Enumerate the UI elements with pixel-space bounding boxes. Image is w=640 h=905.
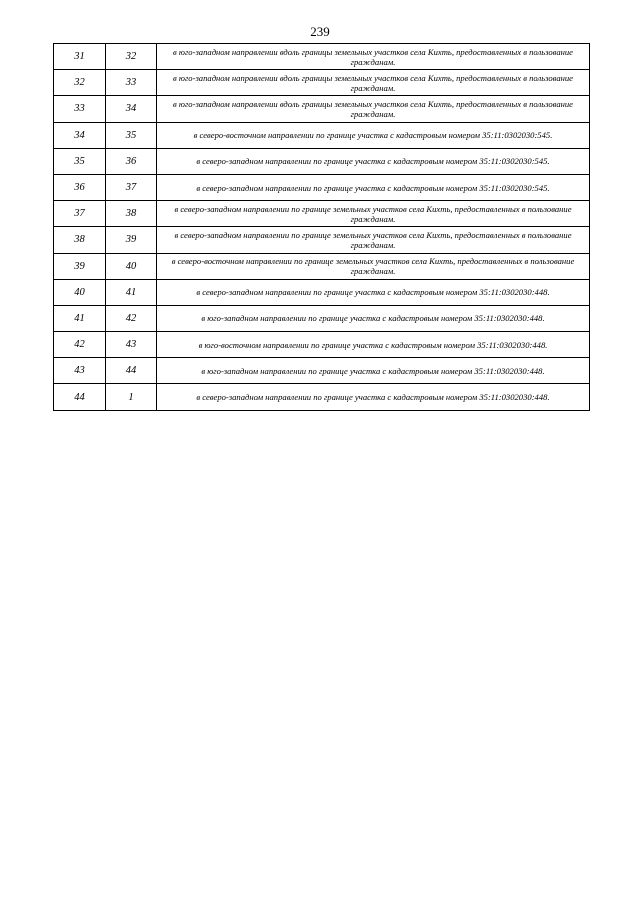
table-row bbox=[54, 201, 590, 227]
to-point-cell: 39 bbox=[106, 227, 157, 253]
to-point-cell: 38 bbox=[106, 201, 157, 227]
description-cell: в юго-западном направлении по границе участка с кадастровым номером 35:11:0302030:448. bbox=[157, 305, 590, 331]
description-cell: в юго-западном направлении вдоль границы земельных участков села Кихть, предоставленных в пользование гражданам. bbox=[157, 70, 590, 96]
table-row bbox=[54, 358, 590, 384]
from-point-cell: 42 bbox=[54, 332, 106, 358]
to-point-cell: 44 bbox=[106, 358, 157, 384]
description-cell: в юго-западном направлении вдоль границы земельных участков села Кихть, предоставленных в пользование гражданам. bbox=[157, 44, 590, 70]
table-row bbox=[54, 384, 590, 410]
from-point-cell: 31 bbox=[54, 44, 106, 70]
to-point-cell: 32 bbox=[106, 44, 157, 70]
description-cell: в северо-западном направлении по границе земельных участков села Кихть, предоставленных в пользование гражданам. bbox=[157, 227, 590, 253]
from-point-cell: 39 bbox=[54, 253, 106, 279]
description-cell: в юго-западном направлении вдоль границы земельных участков села Кихть, предоставленных в пользование гражданам. bbox=[157, 96, 590, 122]
from-point-cell: 33 bbox=[54, 96, 106, 122]
from-point-cell: 44 bbox=[54, 384, 106, 410]
table-body bbox=[54, 44, 590, 411]
table-row bbox=[54, 332, 590, 358]
from-point-cell: 43 bbox=[54, 358, 106, 384]
to-point-cell: 40 bbox=[106, 253, 157, 279]
from-point-cell: 40 bbox=[54, 279, 106, 305]
table-row bbox=[54, 44, 590, 70]
description-cell: в северо-западном направлении по границе участка с кадастровым номером 35:11:0302030:545. bbox=[157, 174, 590, 200]
table-row bbox=[54, 174, 590, 200]
table-row bbox=[54, 70, 590, 96]
from-point-cell: 34 bbox=[54, 122, 106, 148]
description-cell: в юго-западном направлении по границе участка с кадастровым номером 35:11:0302030:448. bbox=[157, 358, 590, 384]
from-point-cell: 32 bbox=[54, 70, 106, 96]
table-row bbox=[54, 305, 590, 331]
table-row bbox=[54, 148, 590, 174]
from-point-cell: 36 bbox=[54, 174, 106, 200]
description-cell: в северо-восточном направлении по границе земельных участков села Кихть, предоставленных в пользование гражданам. bbox=[157, 253, 590, 279]
to-point-cell: 42 bbox=[106, 305, 157, 331]
table-row bbox=[54, 279, 590, 305]
description-cell: в северо-западном направлении по границе участка с кадастровым номером 35:11:0302030:545. bbox=[157, 148, 590, 174]
description-cell: в северо-восточном направлении по границе участка с кадастровым номером 35:11:0302030:545. bbox=[157, 122, 590, 148]
table-row bbox=[54, 122, 590, 148]
from-point-cell: 41 bbox=[54, 305, 106, 331]
from-point-cell: 35 bbox=[54, 148, 106, 174]
from-point-cell: 37 bbox=[54, 201, 106, 227]
page-number: 239 bbox=[310, 24, 330, 39]
from-point-cell: 38 bbox=[54, 227, 106, 253]
to-point-cell: 37 bbox=[106, 174, 157, 200]
to-point-cell: 43 bbox=[106, 332, 157, 358]
table-row bbox=[54, 96, 590, 122]
table-row bbox=[54, 227, 590, 253]
description-cell: в северо-западном направлении по границе участка с кадастровым номером 35:11:0302030:448. bbox=[157, 384, 590, 410]
to-point-cell: 1 bbox=[106, 384, 157, 410]
to-point-cell: 35 bbox=[106, 122, 157, 148]
description-cell: в северо-западном направлении по границе земельных участков села Кихть, предоставленных в пользование гражданам. bbox=[157, 201, 590, 227]
description-cell: в юго-восточном направлении по границе участка с кадастровым номером 35:11:0302030:448. bbox=[157, 332, 590, 358]
table-row bbox=[54, 253, 590, 279]
boundary-description-table bbox=[53, 43, 590, 411]
to-point-cell: 41 bbox=[106, 279, 157, 305]
description-cell: в северо-западном направлении по границе участка с кадастровым номером 35:11:0302030:448. bbox=[157, 279, 590, 305]
to-point-cell: 34 bbox=[106, 96, 157, 122]
to-point-cell: 36 bbox=[106, 148, 157, 174]
to-point-cell: 33 bbox=[106, 70, 157, 96]
